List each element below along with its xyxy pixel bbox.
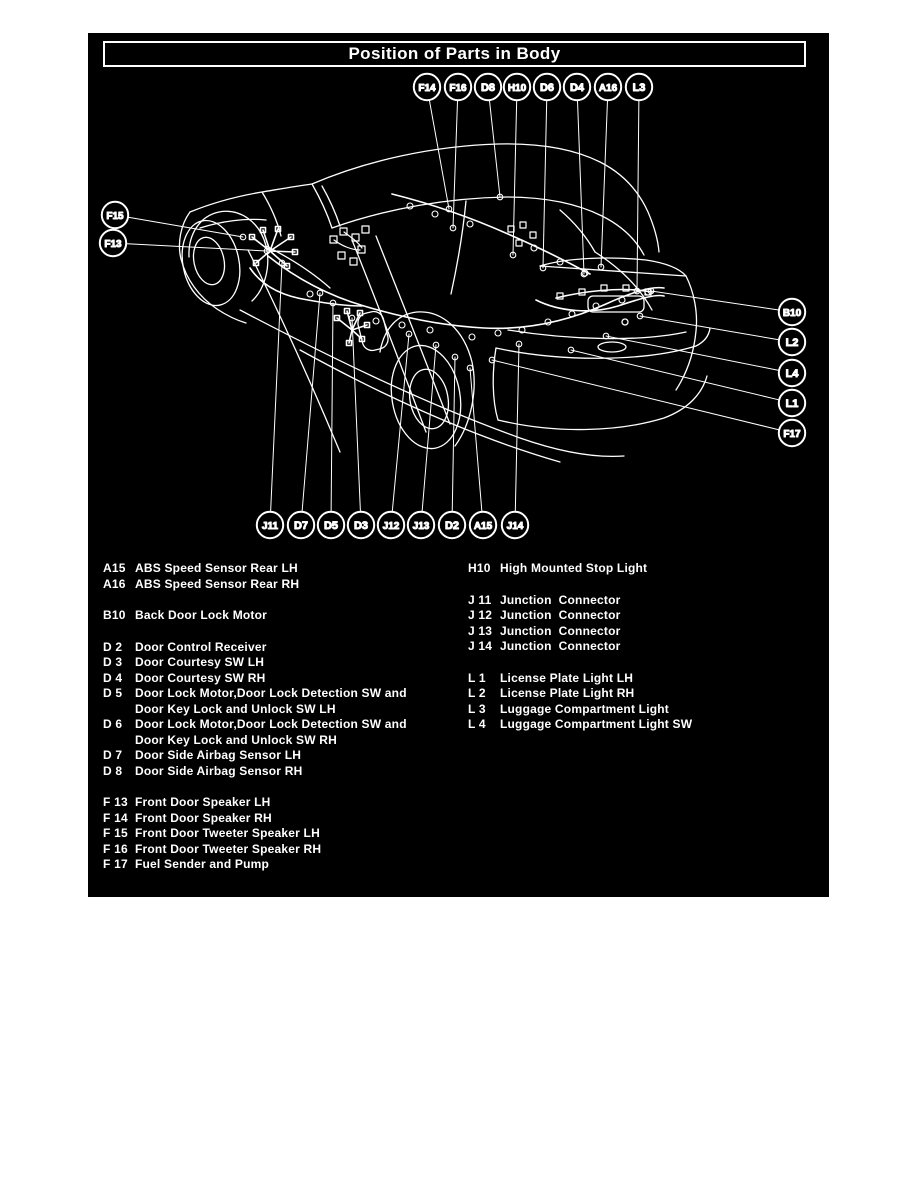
legend-text: Door Side Airbag Sensor RH [135,763,303,778]
legend-text: License Plate Light LH [500,670,634,685]
callout-label: J11 [261,520,279,532]
legend-code: J 13 [468,623,493,638]
page-title: Position of Parts in Body [348,44,561,63]
legend-row [468,608,814,624]
legend-row [103,795,458,811]
legend-group [103,640,458,780]
legend-code: F 16 [103,841,128,856]
legend-text: Door Lock Motor,Door Lock Detection SW and [135,686,407,700]
legend-row [103,826,458,842]
legend-text: Fuel Sender and Pump [135,857,270,871]
legend-code: J 14 [468,639,493,653]
legend-row [103,717,458,733]
legend-text: Front Door Speaker RH [135,810,272,825]
callout-J11 [257,260,285,538]
pillar-connector-cluster [330,226,369,265]
callout-label: D8 [480,81,496,94]
legend-code: F 13 [103,795,128,809]
legend-text: Door Key Lock and Unlock SW LH [135,701,336,716]
legend-row [103,655,458,671]
legend-group [103,561,458,592]
legend-text: Front Door Speaker LH [135,795,271,809]
legend-code [103,702,135,718]
legend-text: High Mounted Stop Light [500,561,648,575]
legend-text: Door Courtesy SW LH [135,655,265,669]
callout-label: H10 [507,82,527,94]
legend-text: Front Door Tweeter Speaker RH [135,841,322,856]
callout-label: F16 [449,82,467,94]
legend-row [103,748,458,764]
legend-code: A15 [103,561,126,575]
callout-label: L3 [632,81,646,94]
legend-code: D 5 [103,686,123,700]
legend-text: ABS Speed Sensor Rear RH [135,576,300,591]
callout-label: D7 [293,519,309,532]
door-harness-spider [250,227,298,269]
legend-row [468,561,814,577]
callout-F17 [489,357,805,446]
legend-text: Door Lock Motor,Door Lock Detection SW and [135,717,407,731]
callout-A16 [595,74,621,270]
legend-code: B10 [103,608,126,622]
legend-row [468,717,814,733]
diagram-panel [88,33,829,897]
legend-row [103,608,458,624]
legend-row [468,686,814,702]
legend-code: J 11 [468,592,492,607]
callout-D3 [348,315,374,538]
callout-label: L4 [785,367,799,380]
legend-text: Luggage Compartment Light [500,701,669,716]
callout-label: J12 [382,520,400,532]
legend-column-left [103,561,458,889]
legend-row [103,671,458,687]
legend-code: D 6 [103,717,123,731]
legend-text: Front Door Tweeter Speaker LH [135,826,320,840]
legend-text: Door Key Lock and Unlock SW RH [135,732,338,747]
legend-row [103,702,458,718]
legend-code: D 4 [103,670,123,685]
legend-text: Luggage Compartment Light SW [500,717,693,731]
legend-text: Back Door Lock Motor [135,608,268,622]
legend-group [468,561,814,577]
legend-code: F 14 [103,810,128,825]
legend-code: D 3 [103,655,123,669]
legend-code: D 7 [103,748,123,762]
legend-row [103,577,458,593]
legend-code: J 12 [468,608,493,622]
legend-row [103,764,458,780]
legend-code: L 4 [468,717,486,731]
legend-row [468,639,814,655]
legend-text: Junction Connector [500,623,621,638]
callout-label: D3 [353,519,369,532]
legend-code: L 2 [468,686,486,700]
legend-row [103,686,458,702]
callout-D7 [288,290,323,538]
legend-group [103,795,458,873]
legend-row [468,671,814,687]
callout-L4 [603,333,805,386]
callout-label: J14 [506,520,524,532]
legend-row [468,702,814,718]
legend-group [103,608,458,624]
legend-code: D 2 [103,639,123,654]
legend-text: Door Control Receiver [135,639,267,654]
legend-row [103,842,458,858]
callout-label: B10 [782,307,802,319]
legend-group [468,593,814,655]
callout-D4 [564,74,590,277]
legend-row [468,624,814,640]
legend-row [103,640,458,656]
callout-label: J13 [412,520,430,532]
legend-text: Door Courtesy SW RH [135,670,266,685]
legend-code [103,733,135,749]
callout-label: F15 [106,210,124,222]
callout-B10 [648,288,805,325]
legend-code: L 3 [468,701,486,716]
legend-row [103,733,458,749]
legend-text: ABS Speed Sensor Rear LH [135,561,298,575]
callout-label: D4 [569,81,585,94]
legend-code: H10 [468,561,491,575]
callout-A15 [467,365,496,538]
callout-label: A16 [598,82,618,94]
callout-label: D6 [539,81,555,94]
callout-label: D2 [444,519,460,532]
legend-text: Junction Connector [500,639,621,653]
legend-text: Door Side Airbag Sensor LH [135,748,302,762]
callout-label: F14 [418,82,436,94]
callout-label: D5 [323,519,339,532]
legend-code: A16 [103,576,126,591]
legend-code: D 8 [103,763,123,778]
legend-text: Junction Connector [500,592,621,607]
callout-layer [100,74,805,538]
legend-row [103,811,458,827]
callout-label: A15 [473,520,493,532]
callout-F13 [100,230,270,256]
c-pillar-connector-cluster [508,222,536,246]
legend-code: L 1 [468,670,486,685]
callout-label: F17 [783,428,801,440]
legend-row [468,593,814,609]
legend-text: Junction Connector [500,608,621,622]
callout-label: F13 [104,238,122,250]
legend-column-right [468,561,814,749]
legend-text: License Plate Light RH [500,686,635,700]
legend-code: F 15 [103,826,128,840]
callout-label: L2 [785,336,799,349]
callout-D6 [534,74,560,271]
callout-D8 [475,74,503,200]
legend-code: F 17 [103,857,128,871]
legend-row [103,561,458,577]
legend-row [103,857,458,873]
legend-group [468,671,814,733]
callout-label: L1 [785,397,799,410]
callout-D5 [318,300,344,538]
